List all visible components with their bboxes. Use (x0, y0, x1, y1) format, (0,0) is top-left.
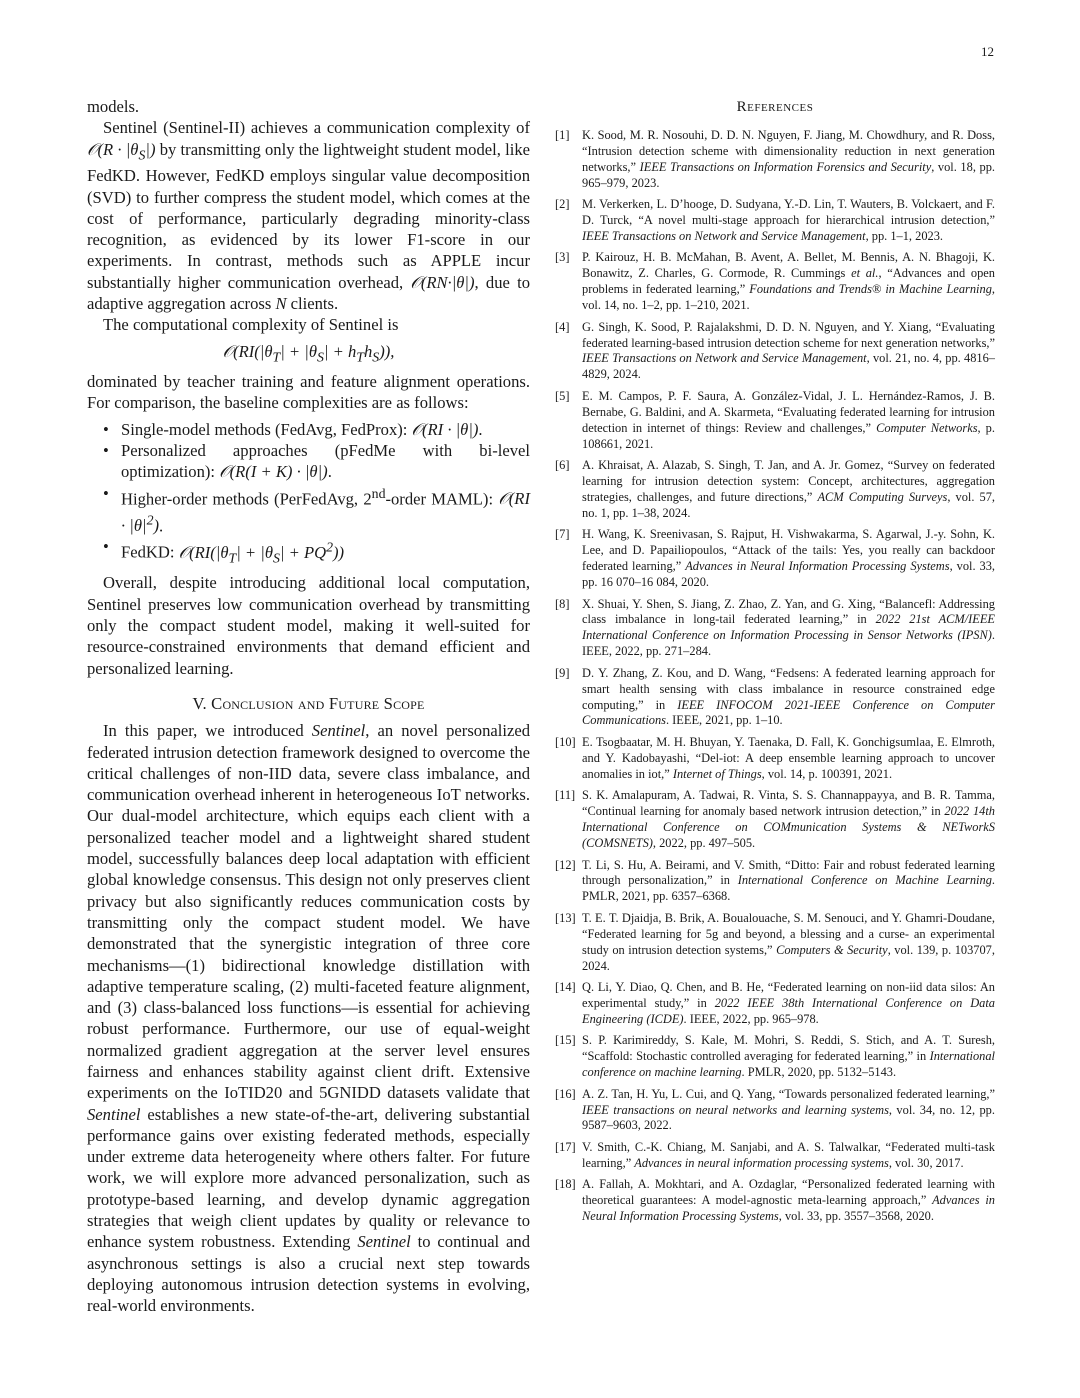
paragraph-models: models. (87, 97, 140, 116)
list-item: • Personalized approaches (pFedMe with bi-level optimization): 𝒪(R(I + K) · |θ|). (103, 440, 530, 483)
reference-item: [10] E. Tsogbaatar, M. H. Bhuyan, Y. Taenaka, D. Fall, K. Gonchigsumlaa, E. Elmroth, and Y. Kadobayashi, “Del-iot: A deep ensemble learning approach to uncover anomalies in iot,” Internet of Things, vol. 14, p. 100391, 2021. (555, 734, 995, 781)
paragraph-communication-complexity (87, 117, 530, 314)
paragraph-overall: Overall, despite introducing additional local computation, Sentinel preserves low communication overhead by transmitting only the compact student model, making it well-suited for resource-constrained environments that demand efficient and personalized learning. (87, 573, 530, 678)
reference-item: [8] X. Shuai, Y. Shen, S. Jiang, Z. Zhao, Z. Yan, and G. Xing, “Balancefl: Addressing class imbalance in long-tail federated learning,” in 2022 21st ACM/IEEE International Conference on Information Processing in Sensor Networks (IPSN). IEEE, 2022, pp. 271–284. (555, 596, 996, 659)
list-item: • FedKD: $𝒪(RI(|\theta_T| + |\theta_S| + PQ^2))$ (103, 536, 530, 568)
reference-item: [12] T. Li, S. Hu, A. Beirami, and V. Smith, “Ditto: Fair and robust federated learning through personalization,” in International Conference on Machine Learning. PMLR, 2021, pp. 6357–6368. (555, 857, 995, 904)
p1-text-c: , due to adaptive aggregation across (87, 272, 530, 313)
reference-item: [18] A. Fallah, A. Mokhtari, and A. Ozdaglar, “Personalized federated learning with theoretical guarantees: A model-agnostic meta-learning approach,” Advances in Neural Information Processing Systems, vol. 33, pp. 3557–3568, 2020. (555, 1177, 995, 1224)
complexity-formula: $𝒪(RI(|\theta_T| + |\theta_S| + h_Th_S))$, (222, 341, 395, 364)
reference-item: [1] K. Sood, M. R. Nosouhi, D. D. N. Nguyen, F. Jiang, M. Chowdhury, and R. Doss, “Intrusion detection scheme with dimensionality reduction in next generation networks,” IEEE Transactions on Information Forensics and Security, vol. 18, pp. 965–979, 2023. (555, 127, 995, 190)
p1-text-b: by transmitting only the lightweight student model, like FedKD. However, FedKD employs singular value decomposition (SVD) to further compress the student model, which comes at the cost of performance, particularly degrading minority-class recognition, as evidenced by its lower F1-score in our experiments. In contrast, methods such as APPLE incur substantially higher communication overhead, (87, 139, 531, 292)
reference-item: [2] M. Verkerken, L. D’hooge, D. Sudyana, Y.-D. Lin, T. Wauters, B. Volckaert, and F. D. Turck, “A novel multi-stage approach for hierarchical intrusion detection,” IEEE Transactions on Network and Service Management, pp. 1–1, 2023. (555, 197, 995, 243)
section-heading-conclusion: V. Conclusion and Future Scope (192, 693, 425, 713)
references-heading: References (736, 99, 814, 115)
reference-item: [11] S. K. Amalapuram, A. Tadwai, R. Vinta, S. S. Channappayya, and B. R. Tamma, “Continual learning for anomaly based network intrusion detection,” in 2022 14th International Conference on COMmunication Systems & NETworkS (COMSNETS), 2022, pp. 497–505. (555, 788, 995, 850)
p1-text-d: clients. (286, 293, 339, 313)
reference-item: [9] D. Y. Zhang, Z. Kou, and D. Wang, “Fedsens: A federated learning approach for smart health sensing with class imbalance in resource constrained edge computing,” in IEEE INFOCOM 2021-IEEE Conference on Computer Communications. IEEE, 2021, pp. 1–10. (555, 665, 995, 728)
p1-text-a: Sentinel (Sentinel-II) achieves a communication complexity of (103, 118, 530, 138)
reference-item: [5] E. M. Campos, P. F. Saura, A. González-Vidal, J. L. Hernández-Ramos, J. B. Bernabe, G. Baldini, and A. Skarmeta, “Evaluating federated learning for intrusion detection in internet of things: Review and challenges,” Computer Networks, p. 108661, 2021. (555, 388, 995, 451)
reference-item: [16] A. Z. Tan, H. Yu, L. Cui, and Q. Yang, “Towards personalized federated learning,” IEEE transactions on neural networks and learning systems, vol. 34, no. 12, pp. 9587–9603, 2022. (555, 1086, 995, 1133)
list-item: • Single-model methods (FedAvg, FedProx): 𝒪(RI · |θ|). (103, 419, 530, 440)
reference-item: [3] P. Kairouz, H. B. McMahan, B. Avent, A. Bellet, M. Bennis, A. N. Bhagoji, K. Bonawitz, Z. Charles, G. Cormode, R. Cummings et al., “Advances and open problems in federated learning,” Foundations and Trends® in Machine Learning, vol. 14, no. 1–2, pp. 1–210, 2021. (555, 250, 996, 313)
right-column (555, 96, 995, 1231)
paragraph-conclusion: In this paper, we introduced Sentinel, an novel personalized federated intrusion detection framework designed to overcome the critical challenges of non-IID data, severe class imbalance, and communication overhead inherent in heterogeneous IoT networks. Our dual-model architecture, which equips each client with a personalized teacher model and a lightweight shared student model, successfully balances deep local adaptation with efficient global knowledge consensus. This design not only preserves client privacy but also significantly reduces communication costs by transmitting only the compact student model. We have demonstrated that the synergistic integration of three core mechanisms—(1) bidirectional knowledge distillation with adaptive temperature scaling, (2) multi-faceted feature alignment, and (3) class-balanced loss functions—is essential for achieving robust performance. Furthermore, our use of equal-weight normalized gradient aggregation at the server level ensures fairness and enhances stability against client drift. Extensive experiments on the IoTID20 and 5GNIDD datasets validate that Sentinel establishes a new state-of-the-art, delivering substantial performance gains over existing federated methods, especially under extreme data heterogeneity where others falter. For future work, we will explore more advanced personalization, such as prototype-based learning, and develop dynamic aggregation strategies that weigh client updates by quality or relevance to enhance system robustness. Extending Sentinel to continual and asynchronous settings is also a crucial next step towards deploying autonomous intrusion detection systems in evolving, real-world environments. (87, 721, 530, 1316)
page-number: 12 (981, 44, 994, 59)
reference-item: [4] G. Singh, K. Sood, P. Rajalakshmi, D. D. N. Nguyen, and Y. Xiang, “Evaluating federated learning-based intrusion detection scheme for next generation networks,” IEEE Transactions on Network and Service Management, vol. 21, no. 4, pp. 4816–4829, 2024. (555, 319, 995, 382)
reference-item: [15] S. P. Karimireddy, S. Kale, M. Mohri, S. Reddi, S. Stich, and A. T. Suresh, “Scaffold: Stochastic controlled averaging for federated learning,” in International conference on machine learning. PMLR, 2020, pp. 5132–5143. (555, 1033, 995, 1080)
p1-math-3: N (275, 293, 287, 313)
reference-item: [13] T. E. T. Djaidja, B. Brik, A. Boualouache, S. M. Senouci, and Y. Ghamri-Doudane, “Federated learning for 5g and beyond, a blessing and a curse- an experimental study on intrusion detection systems,” Computers & Security, vol. 139, p. 103707, 2024. (555, 910, 995, 973)
reference-item: [6] A. Khraisat, A. Alazab, S. Singh, T. Jan, and A. Jr. Gomez, “Survey on federated learning for intrusion detection system: Concept, architectures, aggregation strategies, challenges, and future directions,” ACM Computing Surveys, vol. 57, no. 1, pp. 1–38, 2024. (555, 458, 995, 520)
references-list (555, 128, 995, 1225)
baseline-list (87, 419, 530, 569)
reference-item: [7] H. Wang, K. Sreenivasan, S. Rajput, H. Vishwakarma, S. Agarwal, J.-y. Sohn, K. Lee, and D. Papailiopoulos, “Attack of the tails: Yes, you really can backdoor federated learning,” Advances in Neural Information Processing Systems, vol. 33, pp. 16 070–16 084, 2020. (555, 527, 995, 590)
p1-math-2: 𝒪(RN·|θ|) (410, 272, 475, 292)
list-item: • Higher-order methods (PerFedAvg, 2nd-order MAML): 𝒪(RI · $|\theta|^2$). (103, 483, 530, 537)
reference-item: [17] V. Smith, C.-K. Chiang, M. Sanjabi, and A. S. Talwalkar, “Federated multi-task learning,” Advances in neural information processing systems, vol. 30, 2017. (555, 1139, 995, 1170)
paragraph-computational-complexity: The computational complexity of Sentinel is (103, 315, 399, 335)
left-column (87, 96, 530, 1317)
reference-item: [14] Q. Li, Y. Diao, Q. Chen, and B. He, “Federated learning on non-iid data silos: An experimental study,” in 2022 IEEE 38th International Conference on Data Engineering (ICDE). IEEE, 2022, pp. 965–978. (555, 980, 995, 1026)
p1-math-1: 𝒪(R · $|\theta_S|$) (87, 139, 156, 162)
paragraph-baseline-intro: dominated by teacher training and feature alignment operations. For comparison, the baseline complexities are as follows: (87, 372, 530, 413)
